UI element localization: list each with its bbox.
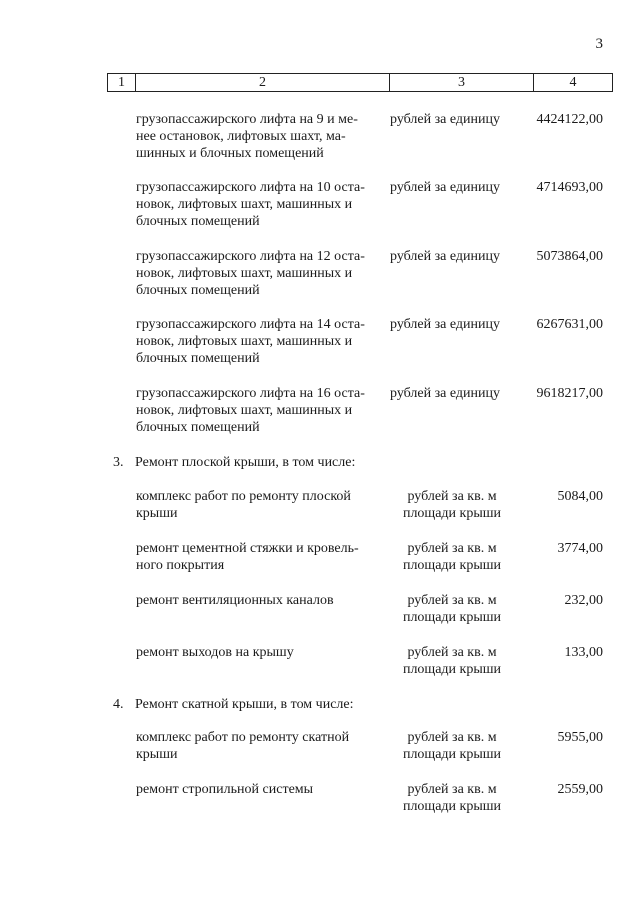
section-title: Ремонт скатной крыши, в том числе: [135,697,354,712]
unit-line: рублей за кв. м [407,593,497,608]
description-line: грузопассажирского лифта на 10 оста- [136,180,365,195]
item-value: 4714693,00 [536,180,603,195]
item-unit [392,488,512,522]
unit-line: рублей за кв. м [407,541,497,556]
header-col-1: 1 [108,74,136,91]
description-line: новок, лифтовых шахт, машинных и [136,334,353,349]
item-value: 5955,00 [557,730,603,745]
description-line: грузопассажирского лифта на 9 и ме- [136,112,358,127]
item-description [136,179,382,230]
item-value: 2559,00 [557,782,603,797]
description-line: грузопассажирского лифта на 16 оста- [136,386,365,401]
description-line: блочных помещений [136,214,260,229]
item-description [136,248,382,299]
item-unit [392,729,512,763]
item-value: 5084,00 [557,489,603,504]
unit-line: рублей за кв. м [407,782,497,797]
item-unit: рублей за единицу [390,317,500,332]
table-header-row [107,73,613,92]
description-line: ремонт вентиляционных каналов [136,593,334,608]
description-line: новок, лифтовых шахт, машинных и [136,403,353,418]
description-line: блочных помещений [136,351,260,366]
item-value: 6267631,00 [536,317,603,332]
item-unit: рублей за единицу [390,249,500,264]
item-value: 3774,00 [557,541,603,556]
item-description [136,316,382,367]
item-description [136,781,382,798]
description-line: ремонт выходов на крышу [136,645,294,660]
section-title: Ремонт плоской крыши, в том числе: [135,455,356,470]
unit-line: площади крыши [402,799,502,814]
page-number: 3 [595,36,603,52]
item-unit [392,540,512,574]
item-unit [392,781,512,815]
description-line: крыши [136,506,178,521]
section-heading [113,696,354,713]
description-line: крыши [136,747,178,762]
unit-line: рублей за кв. м [407,489,497,504]
item-description [136,111,382,162]
item-description [136,644,382,661]
item-unit: рублей за единицу [390,386,500,401]
unit-line: площади крыши [402,662,502,677]
unit-line: площади крыши [402,506,502,521]
item-value: 232,00 [564,593,603,608]
section-number: 3. [113,455,124,470]
unit-line: рублей за кв. м [407,645,497,660]
description-line: грузопассажирского лифта на 14 оста- [136,317,365,332]
item-unit [392,592,512,626]
unit-line: площади крыши [402,610,502,625]
description-line: ремонт стропильной системы [136,782,314,797]
item-description [136,488,382,522]
description-line: ремонт цементной стяжки и кровель- [136,541,359,556]
description-line: грузопассажирского лифта на 12 оста- [136,249,365,264]
description-line: ного покрытия [136,558,225,573]
item-value: 9618217,00 [536,386,603,401]
description-line: шинных и блочных помещений [136,146,324,161]
description-line: комплекс работ по ремонту плоской [136,489,351,504]
item-description [136,592,382,609]
item-description [136,385,382,436]
item-unit: рублей за единицу [390,180,500,195]
item-description [136,729,382,763]
item-value: 5073864,00 [536,249,603,264]
item-value: 133,00 [564,645,603,660]
item-unit [392,644,512,678]
unit-line: рублей за кв. м [407,730,497,745]
item-unit: рублей за единицу [390,112,500,127]
unit-line: площади крыши [402,747,502,762]
description-line: блочных помещений [136,420,260,435]
description-line: комплекс работ по ремонту скатной [136,730,350,745]
item-description [136,540,382,574]
description-line: новок, лифтовых шахт, машинных и [136,197,353,212]
section-heading [113,454,355,471]
unit-line: площади крыши [402,558,502,573]
header-col-3: 3 [390,74,534,91]
description-line: блочных помещений [136,283,260,298]
header-col-4: 4 [569,75,577,90]
section-number: 4. [113,697,124,712]
item-value: 4424122,00 [536,112,603,127]
description-line: новок, лифтовых шахт, машинных и [136,266,353,281]
header-col-2: 2 [136,74,390,91]
description-line: нее остановок, лифтовых шахт, ма- [136,129,346,144]
